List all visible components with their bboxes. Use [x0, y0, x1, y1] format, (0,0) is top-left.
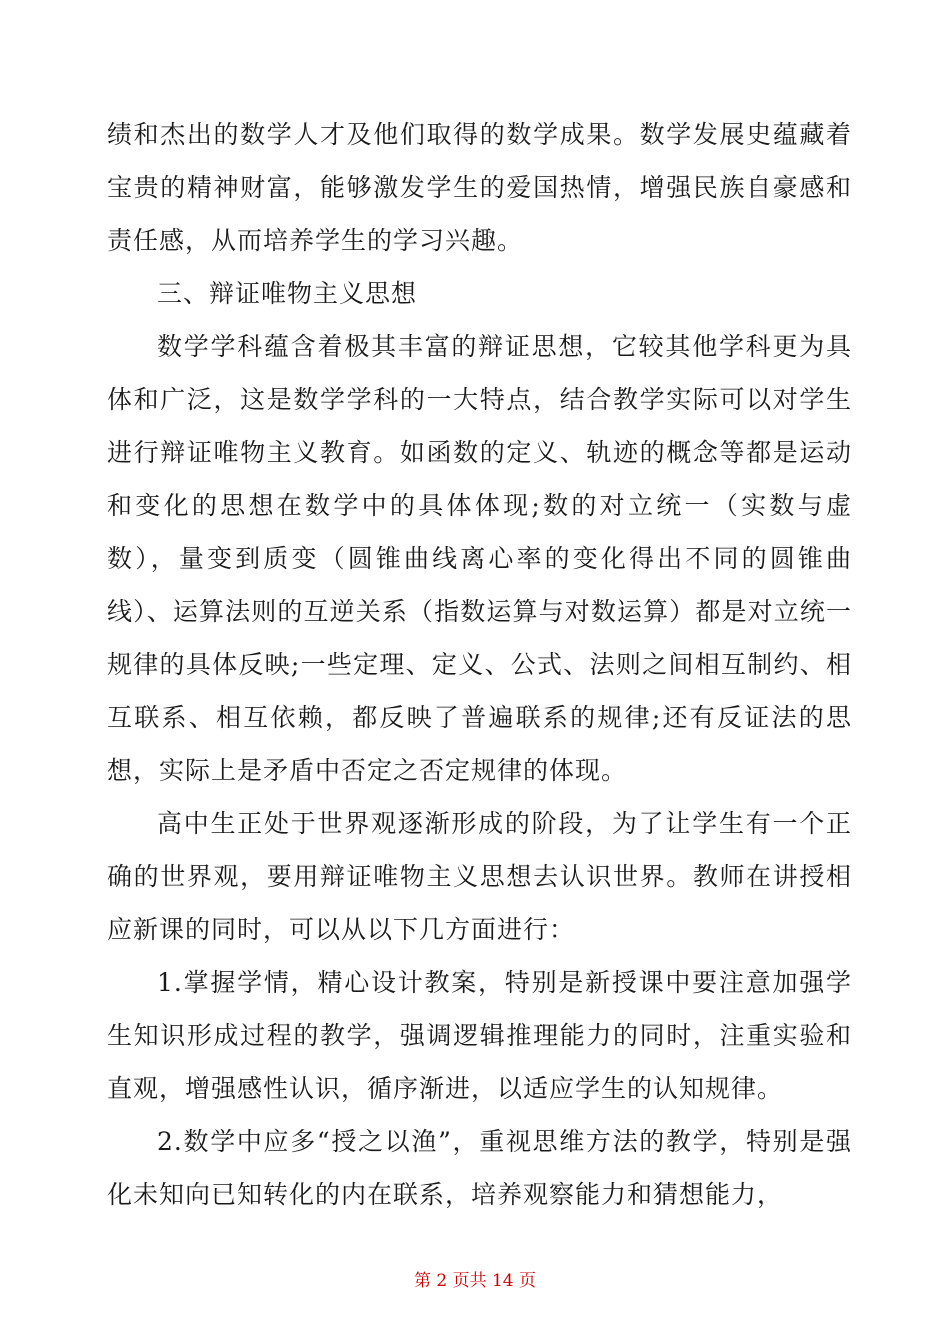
- list-item-1: 1.掌握学情，精心设计教案，特别是新授课中要注意加强学生知识形成过程的教学，强调逻辑推理能力的同时，注重实验和直观，增强感性认识，循序渐进，以适应学生的认知规律。: [107, 968, 852, 1103]
- document-body: [107, 108, 852, 1221]
- paragraph-continuation: 绩和杰出的数学人才及他们取得的数学成果。数学发展史蕴藏着宝贵的精神财富，能够激发学生的爱国热情，增强民族自豪感和责任感，从而培养学生的学习兴趣。: [107, 120, 852, 255]
- paragraph-dialectics: 数学学科蕴含着极其丰富的辩证思想，它较其他学科更为具体和广泛，这是数学学科的一大特点，结合教学实际可以对学生进行辩证唯物主义教育。如函数的定义、轨迹的概念等都是运动和变化的思想在数学中的具体体现;数的对立统一（实数与虚数），量变到质变（圆锥曲线离心率的变化得出不同的圆锥曲线）、运算法则的互逆关系（指数运算与对数运算）都是对立统一规律的具体反映;一些定理、定义、公式、法则之间相互制约、相互联系、相互依赖，都反映了普遍联系的规律;还有反证法的思想，实际上是矛盾中否定之否定规律的体现。: [107, 332, 852, 785]
- section-heading: 三、辩证唯物主义思想: [157, 279, 418, 308]
- paragraph-worldview: 高中生正处于世界观逐渐形成的阶段，为了让学生有一个正确的世界观，要用辩证唯物主义思想去认识世界。教师在讲授相应新课的同时，可以从以下几方面进行：: [107, 809, 852, 944]
- list-item-2: 2.数学中应多“授之以渔”，重视思维方法的教学，特别是强化未知向已知转化的内在联系，培养观察能力和猜想能力，: [107, 1127, 852, 1209]
- page-footer: 第 2 页共 14 页: [413, 1271, 537, 1291]
